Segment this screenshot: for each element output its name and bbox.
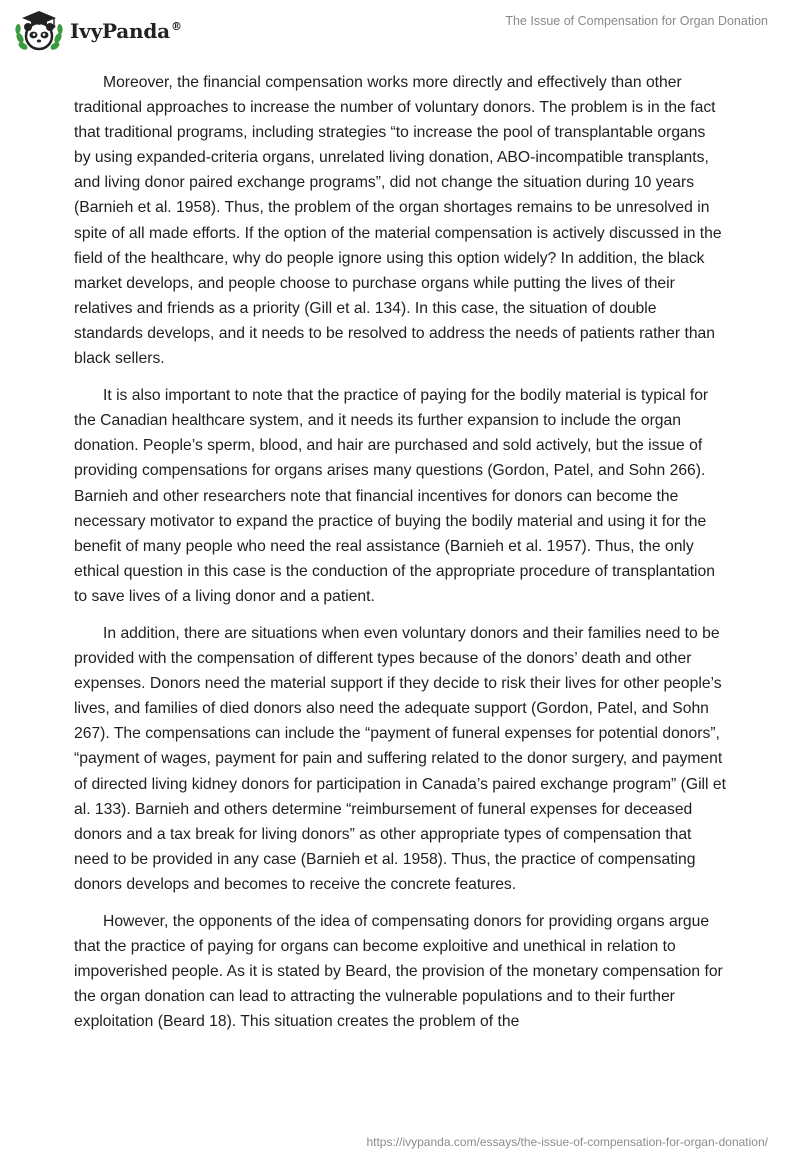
- source-url-link[interactable]: https://ivypanda.com/essays/the-issue-of-compensation-for-organ-donation/: [366, 1135, 768, 1149]
- ivypanda-logo[interactable]: [14, 8, 182, 54]
- paragraph: However, the opponents of the idea of compensating donors for providing organs argue that the practice of paying for organs can become exploitive and unethical in relation to impoverished people. As it is stated by Beard, the provision of the monetary compensation for the organ donation can lead to attracting the vulnerable populations and to their further exploitation (Beard 18). This situation creates the problem of the: [74, 913, 723, 1031]
- paragraph: It is also important to note that the practice of paying for the bodily material is typical for the Canadian healthcare system, and it needs its further expansion to include the organ donation. People’s sperm, blood, and hair are purchased and sold actively, but the issue of providing compensations for organs arises many questions (Gordon, Patel, and Sohn 266). Barnieh and other researchers note that financial incentives for donors can become the necessary motivator to expand the practice of buying the bodily material and using it for the benefit of many people who need the real assistance (Barnieh et al. 1957). Thus, the only ethical question in this case is the conduction of the appropriate procedure of transplantation to save lives of a living donor and a patient.: [74, 387, 715, 605]
- paragraph: Moreover, the financial compensation works more directly and effectively than other traditional approaches to increase the number of voluntary donors. The problem is in the fact that traditional programs, including strategies “to increase the pool of transplantable organs by using expanded-criteria organs, unrelated living donation, ABO-incompatible transplants, and living donor paired exchange programs”, did not change the situation during 10 years (Barnieh et al. 1958). Thus, the problem of the organ shortages remains to be unresolved in spite of all made efforts. If the option of the material compensation is actively discussed in the field of the healthcare, why do people ignore using this option widely? In addition, the black market develops, and people choose to purchase organs while putting the lives of their relatives and friends as a priority (Gill et al. 134). In this case, the situation of double standards develops, and it needs to be resolved to address the needs of patients rather than black sellers.: [74, 74, 722, 368]
- paragraph: In addition, there are situations when even voluntary donors and their families need to be provided with the compensation of different types because of the donors’ death and other expenses. Donors need the material support if they decide to risk their lives for other people’s lives, and families of died donors also need the adequate support (Gordon, Patel, and Sohn 267). The compensations can include the “payment of funeral expenses for potential donors”, “payment of wages, payment for pain and suffering related to the donor surgery, and payment of directed living kidney donors for participation in Canada’s paired exchange program” (Gill et al. 133). Barnieh and others determine “reimbursement of funeral expenses for deceased donors and a tax break for living donors” as other appropriate types of compensation that need to be provided in any case (Barnieh et al. 1958). Thus, the practice of compensating donors develops and becomes to receive the concrete features.: [74, 624, 726, 893]
- essay-body: [74, 70, 726, 1046]
- logo-wordmark: IvyPanda®: [70, 19, 182, 43]
- page-header: [0, 0, 800, 60]
- panda-graduation-cap-icon: [14, 8, 64, 54]
- document-title: The Issue of Compensation for Organ Donation: [505, 14, 768, 28]
